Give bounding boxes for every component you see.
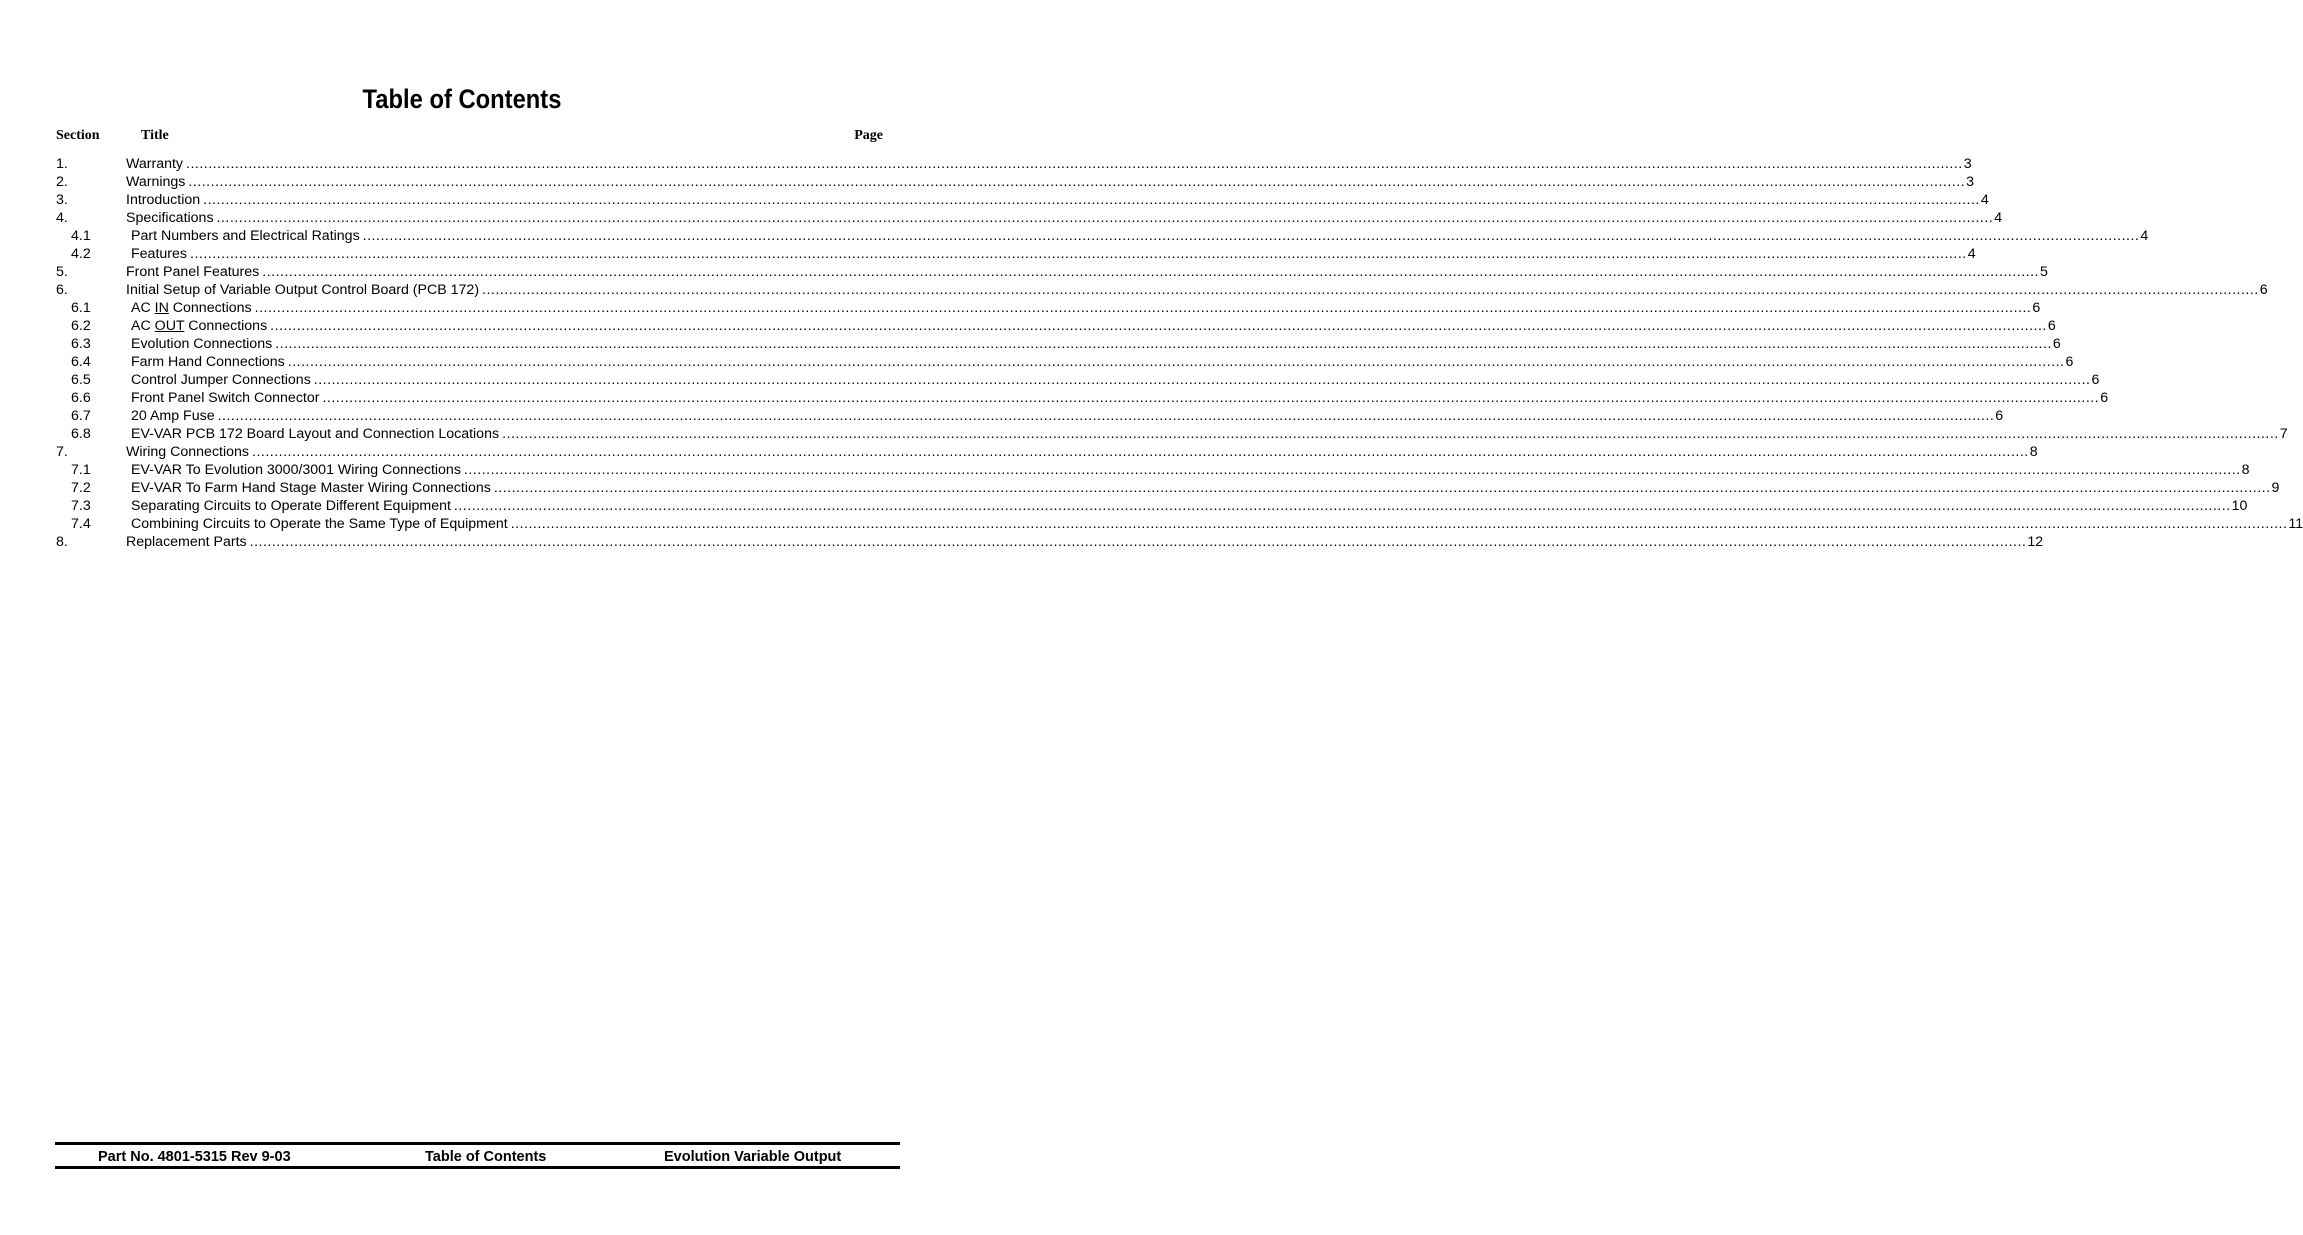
toc-dot-leader: ................................................................................................................................................................................................................................................................................................................................................................................................................ xyxy=(493,480,2271,496)
toc-entry-line xyxy=(131,371,2100,389)
toc-entry[interactable] xyxy=(0,209,2003,227)
toc-entry-title xyxy=(131,425,499,443)
toc-entry-title-text: Warnings xyxy=(126,174,186,190)
toc-entry-line xyxy=(131,353,2074,371)
toc-entry-page-number: 8 xyxy=(2029,444,2038,460)
footer-rule-bottom xyxy=(55,1166,900,1169)
toc-entry[interactable] xyxy=(0,245,1976,263)
toc-entry-title-text: Introduction xyxy=(126,192,201,208)
toc-entry[interactable] xyxy=(0,335,2061,353)
toc-entry-number: 6.4 xyxy=(71,354,91,370)
toc-entry-line xyxy=(126,173,1974,191)
toc-entry-title xyxy=(126,533,247,551)
toc-entry-line xyxy=(131,389,2109,407)
toc-entry-line xyxy=(126,443,2038,461)
toc-entry[interactable] xyxy=(0,191,1989,209)
footer-rule-top xyxy=(55,1142,900,1145)
toc-entry-title-text: Front Panel Features xyxy=(126,264,260,280)
toc-entry-title xyxy=(131,227,360,245)
toc-entry-title-text: Features xyxy=(131,246,187,262)
toc-entry-line xyxy=(126,533,2044,551)
toc-entry-line xyxy=(126,191,1989,209)
toc-entry-title xyxy=(131,335,272,353)
toc-dot-leader: ................................................................................................................................................................................................................................................................................................................................................................................................................ xyxy=(510,516,2288,532)
toc-dot-leader: ................................................................................................................................................................................................................................................................................................................................................................................................................ xyxy=(275,336,2052,352)
toc-entry-line xyxy=(131,461,2250,479)
toc-entry-page-number: 10 xyxy=(2231,498,2248,514)
toc-entry-line xyxy=(131,515,2303,533)
toc-entry-number: 6.8 xyxy=(71,426,91,442)
toc-entry-number: 6. xyxy=(56,282,68,298)
toc-entry-title-text: Part Numbers and Electrical Ratings xyxy=(131,228,360,244)
toc-entry-title-text: AC xyxy=(131,318,155,334)
toc-entry-number: 4.1 xyxy=(71,228,91,244)
toc-entry-title-text: Separating Circuits to Operate Different Equipment xyxy=(131,498,451,514)
toc-entry-number: 3. xyxy=(56,192,68,208)
toc-entry-title-text: EV-VAR To Evolution 3000/3001 Wiring Connections xyxy=(131,462,461,478)
toc-entry-title xyxy=(131,461,461,479)
column-header-section: Section xyxy=(56,128,100,143)
toc-entry[interactable] xyxy=(0,425,2288,443)
toc-entry-title-text: Front Panel Switch Connector xyxy=(131,390,320,406)
toc-entry[interactable] xyxy=(0,479,2280,497)
toc-entry-number: 6.3 xyxy=(71,336,91,352)
toc-dot-leader: ................................................................................................................................................................................................................................................................................................................................................................................................................ xyxy=(249,534,2027,550)
toc-entry-page-number: 6 xyxy=(2091,372,2100,388)
toc-entry-number: 4. xyxy=(56,210,68,226)
footer-section-title: Table of Contents xyxy=(425,1149,547,1165)
toc-dot-leader: ................................................................................................................................................................................................................................................................................................................................................................................................................ xyxy=(287,354,2065,370)
toc-entry-page-number: 6 xyxy=(2259,282,2268,298)
toc-dot-leader: ................................................................................................................................................................................................................................................................................................................................................................................................................ xyxy=(216,210,1994,226)
toc-entry-page-number: 4 xyxy=(1967,246,1976,262)
toc-entry-page-number: 8 xyxy=(2241,462,2250,478)
toc-dot-leader: ................................................................................................................................................................................................................................................................................................................................................................................................................ xyxy=(190,246,1967,262)
toc-dot-leader: ................................................................................................................................................................................................................................................................................................................................................................................................................ xyxy=(270,318,2047,334)
toc-dot-leader: ................................................................................................................................................................................................................................................................................................................................................................................................................ xyxy=(262,264,2039,280)
toc-dot-leader: ................................................................................................................................................................................................................................................................................................................................................................................................................ xyxy=(453,498,2231,514)
toc-entry[interactable] xyxy=(0,407,2004,425)
toc-entry-title-text: Evolution Connections xyxy=(131,336,273,352)
toc-entry-line xyxy=(131,335,2061,353)
column-header-title: Title xyxy=(141,128,169,143)
toc-entry-page-number: 6 xyxy=(2047,318,2056,334)
toc-entry-page-number: 7 xyxy=(2279,426,2288,442)
toc-entry-title xyxy=(126,443,249,461)
toc-entry-page-number: 12 xyxy=(2027,534,2044,550)
toc-entry-title-text: Combining Circuits to Operate the Same Type of Equipment xyxy=(131,516,508,532)
toc-entry[interactable] xyxy=(0,173,1974,191)
toc-entry-number: 4.2 xyxy=(71,246,91,262)
toc-entry-title xyxy=(126,209,214,227)
toc-entry-number: 6.2 xyxy=(71,318,91,334)
toc-entry-number: 8. xyxy=(56,534,68,550)
toc-list xyxy=(0,155,2303,551)
toc-entry-number: 7. xyxy=(56,444,68,460)
toc-entry[interactable] xyxy=(0,155,1972,173)
toc-dot-leader: ................................................................................................................................................................................................................................................................................................................................................................................................................ xyxy=(313,372,2091,388)
toc-entry-title xyxy=(126,263,259,281)
toc-entry-title-text: Specifications xyxy=(126,210,214,226)
toc-entry-line xyxy=(131,425,2288,443)
toc-entry-title-text: Farm Hand Connections xyxy=(131,354,285,370)
toc-entry-title xyxy=(131,407,215,425)
toc-entry-title xyxy=(131,317,267,335)
toc-entry[interactable] xyxy=(0,263,2048,281)
toc-dot-leader: ................................................................................................................................................................................................................................................................................................................................................................................................................ xyxy=(322,390,2100,406)
toc-entry-title-text: Warranty xyxy=(126,156,184,172)
toc-entry-line xyxy=(126,281,2268,299)
toc-dot-leader: ................................................................................................................................................................................................................................................................................................................................................................................................................ xyxy=(217,408,1995,424)
toc-entry-title-text: Initial Setup of Variable Output Control Board (PCB 172) xyxy=(126,282,480,298)
toc-entry-number: 7.1 xyxy=(71,462,91,478)
toc-entry[interactable] xyxy=(0,497,2248,515)
toc-entry-page-number: 6 xyxy=(2032,300,2041,316)
toc-entry-number: 7.2 xyxy=(71,480,91,496)
toc-entry-line xyxy=(131,299,2041,317)
footer-part-number: Part No. 4801-5315 Rev 9-03 xyxy=(98,1149,291,1165)
toc-dot-leader: ................................................................................................................................................................................................................................................................................................................................................................................................................ xyxy=(188,174,1966,190)
toc-entry[interactable] xyxy=(0,317,2056,335)
toc-entry-title xyxy=(131,299,252,317)
toc-entry-line xyxy=(131,317,2056,335)
toc-entry-line xyxy=(131,245,1976,263)
toc-dot-leader: ................................................................................................................................................................................................................................................................................................................................................................................................................ xyxy=(252,444,2029,460)
toc-entry-line xyxy=(131,497,2248,515)
toc-dot-leader: ................................................................................................................................................................................................................................................................................................................................................................................................................ xyxy=(203,192,1980,208)
toc-entry-line xyxy=(131,407,2004,425)
toc-entry-title-underlined: OUT xyxy=(154,318,185,334)
column-header-page: Page xyxy=(854,128,883,143)
toc-entry-title-text: EV-VAR To Farm Hand Stage Master Wiring Connections xyxy=(131,480,491,496)
toc-entry-title-text: AC xyxy=(131,300,155,316)
toc-entry[interactable] xyxy=(0,389,2109,407)
toc-entry-title xyxy=(131,353,285,371)
toc-entry-number: 5. xyxy=(56,264,68,280)
toc-entry-page-number: 9 xyxy=(2271,480,2280,496)
toc-dot-leader: ................................................................................................................................................................................................................................................................................................................................................................................................................ xyxy=(463,462,2241,478)
toc-entry-title xyxy=(131,479,491,497)
toc-entry-title-text: EV-VAR PCB 172 Board Layout and Connection Locations xyxy=(131,426,500,442)
toc-entry-page-number: 4 xyxy=(1980,192,1989,208)
toc-dot-leader: ................................................................................................................................................................................................................................................................................................................................................................................................................ xyxy=(254,300,2032,316)
toc-entry[interactable] xyxy=(0,461,2250,479)
toc-entry-title-underlined: IN xyxy=(154,300,169,316)
toc-entry-page-number: 6 xyxy=(2065,354,2074,370)
toc-entry[interactable] xyxy=(0,533,2044,551)
toc-entry[interactable] xyxy=(0,515,2303,533)
toc-dot-leader: ................................................................................................................................................................................................................................................................................................................................................................................................................ xyxy=(502,426,2279,442)
toc-entry-page-number: 3 xyxy=(1963,156,1972,172)
toc-entry[interactable] xyxy=(0,443,2038,461)
toc-entry-line xyxy=(126,209,2003,227)
toc-entry-page-number: 3 xyxy=(1966,174,1974,190)
toc-entry-page-number: 6 xyxy=(1995,408,2004,424)
toc-entry-page-number: 11 xyxy=(2288,516,2303,532)
toc-entry-title xyxy=(131,515,508,533)
toc-entry-page-number: 4 xyxy=(1994,210,2003,226)
page-title: Table of Contents xyxy=(362,84,562,114)
toc-entry-title-text: Replacement Parts xyxy=(126,534,247,550)
toc-dot-leader: ................................................................................................................................................................................................................................................................................................................................................................................................................ xyxy=(482,282,2259,298)
toc-entry-number: 6.1 xyxy=(71,300,91,316)
toc-entry-number: 7.3 xyxy=(71,498,91,514)
toc-entry-page-number: 6 xyxy=(2052,336,2061,352)
toc-entry-title xyxy=(131,497,451,515)
toc-entry-title xyxy=(126,155,183,173)
toc-entry-title xyxy=(131,389,319,407)
toc-entry-title-suffix: Connections xyxy=(168,300,252,316)
toc-entry-page-number: 5 xyxy=(2039,264,2048,280)
toc-entry-number: 2. xyxy=(56,174,68,190)
toc-entry-number: 7.4 xyxy=(71,516,91,532)
toc-entry-number: 6.6 xyxy=(71,390,91,406)
toc-entry-title xyxy=(126,173,185,191)
toc-entry-number: 6.5 xyxy=(71,372,91,388)
toc-entry-title xyxy=(131,371,311,389)
toc-entry-page-number: 4 xyxy=(2140,228,2149,244)
toc-dot-leader: ................................................................................................................................................................................................................................................................................................................................................................................................................ xyxy=(186,156,1963,172)
toc-entry[interactable] xyxy=(0,227,2149,245)
toc-entry-line xyxy=(126,155,1972,173)
toc-entry-title xyxy=(131,245,187,263)
toc-entry-title-suffix: Connections xyxy=(184,318,268,334)
toc-entry-title-text: Wiring Connections xyxy=(126,444,250,460)
toc-entry-title-text: Control Jumper Connections xyxy=(131,372,311,388)
toc-entry-line xyxy=(126,263,2048,281)
toc-entry-title xyxy=(126,191,200,209)
footer-product-name: Evolution Variable Output xyxy=(664,1149,842,1165)
toc-entry-line xyxy=(131,479,2280,497)
toc-entry[interactable] xyxy=(0,281,2268,299)
toc-entry-number: 6.7 xyxy=(71,408,91,424)
toc-entry-page-number: 6 xyxy=(2100,390,2109,406)
toc-entry[interactable] xyxy=(0,353,2074,371)
toc-entry-title-text: 20 Amp Fuse xyxy=(131,408,215,424)
toc-entry[interactable] xyxy=(0,371,2100,389)
toc-entry-number: 1. xyxy=(56,156,68,172)
toc-entry-line xyxy=(131,227,2149,245)
toc-entry-title xyxy=(126,281,479,299)
toc-dot-leader: ................................................................................................................................................................................................................................................................................................................................................................................................................ xyxy=(362,228,2140,244)
toc-entry[interactable] xyxy=(0,299,2041,317)
